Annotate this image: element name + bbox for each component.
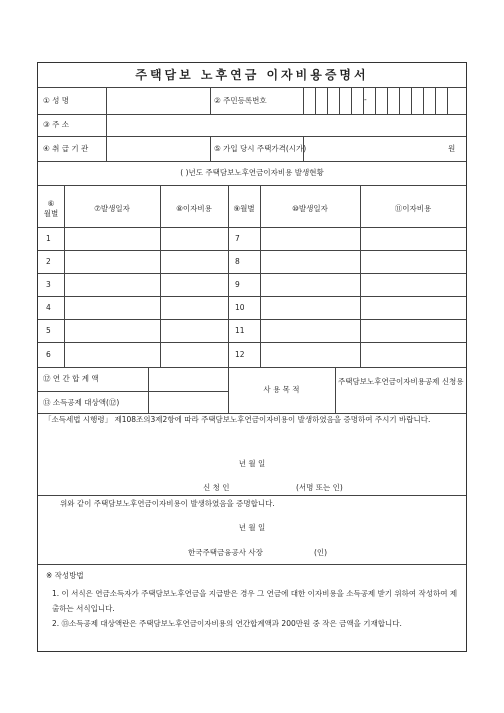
divider [435,87,436,114]
divider [38,391,228,392]
divider [38,227,466,228]
certification-text: 위와 같이 주택담보노후연금이자비용이 발생하였음을 증명합니다. [60,499,275,508]
divider [64,185,65,367]
month-7: 7 [235,234,240,243]
divider [423,87,424,114]
divider [360,185,361,367]
request-date: 년 월 일 [238,459,266,468]
divider [315,87,316,114]
issuer-seal: (인) [314,548,328,557]
date-left-header: ⑦발생일자 [94,204,130,213]
issuer: 한국주택금융공사 사장 [188,548,263,557]
divider [38,273,466,274]
month-right-header: ⑨월별 [233,204,255,213]
institution-field[interactable] [108,138,208,159]
divider [38,114,466,115]
month-9: 9 [235,280,240,289]
annual-total-field[interactable] [150,369,226,389]
note-item: 1. 이 서식은 연금소득자가 주택담보노후연금을 지급받은 경우 그 연금에 대한 이자비용을 소득공제 받기 위하여 작성하여 제출하는 서식입니다. [52,589,458,613]
month-6: 6 [46,350,51,359]
annual-total-label: ⑫ 연 간 합 계 액 [43,374,99,383]
divider [38,564,466,565]
house-price-unit: 원 [448,144,456,153]
divider [411,87,412,114]
note-item: 2. ⑬소득공제 대상액란은 주택담보노후연금이자비용의 연간합계액과 200만원 중 작은 금액을 기재합니다. [52,619,402,628]
notes-heading: ※ 작성방법 [46,571,84,580]
month-12: 12 [235,350,245,359]
divider [38,319,466,320]
applicant-label: 신 청 인 [203,483,230,492]
month-3: 3 [46,280,51,289]
divider [106,87,107,161]
name-label: ① 성 명 [43,96,69,105]
date-right-header: ⑩발생일자 [292,204,328,213]
house-price-label: ⑤ 가입 당시 주택가격(시가) [214,144,307,153]
interest-right-header: ⑪이자비용 [394,204,432,213]
address-field[interactable] [108,116,463,134]
deduction-target-field[interactable] [150,393,226,411]
divider [38,136,466,137]
interest-left-header: ⑧이자비용 [176,204,212,213]
month-1: 1 [46,234,51,243]
institution-label: ④ 취 급 기 관 [43,144,89,153]
deduction-target-label: ⑬ 소득공제 대상액(⑫) [43,398,120,407]
month-11: 11 [235,326,245,335]
divider [38,342,466,343]
divider [351,87,352,114]
divider [387,87,388,114]
divider [303,87,304,114]
divider [339,87,340,114]
divider [38,87,466,88]
address-label: ③ 주 소 [43,120,69,129]
month-10: 10 [235,303,245,312]
purpose-label: 사 용 목 적 [263,385,300,394]
month-4: 4 [46,303,51,312]
certification-date: 년 월 일 [238,523,266,532]
divider [38,185,466,186]
divider [327,87,328,114]
divider [160,185,161,367]
certificate-form [37,62,467,652]
divider [375,87,376,114]
applicant-signature-field[interactable] [248,481,288,493]
divider [38,495,466,496]
rrn-dash: - [364,95,367,104]
name-field[interactable] [108,89,208,112]
month-2: 2 [46,257,51,266]
divider [210,136,211,161]
month-8: 8 [235,257,240,266]
signature-note: (서명 또는 인) [296,483,343,492]
form-title: 주택담보 노후연금 이자비용증명서 [135,68,369,82]
divider [38,296,466,297]
month-5: 5 [46,326,51,335]
divider [148,367,149,413]
divider [447,87,448,114]
divider [210,87,211,114]
section-heading: ( )년도 주택담보노후연금이자비용 발생현황 [180,168,324,177]
divider [38,250,466,251]
divider [399,87,400,114]
rrn-label: ② 주민등록번호 [214,96,267,105]
divider [335,367,336,413]
divider [38,161,466,162]
request-text: 「소득세법 시행령」 제108조의3제2항에 따라 주택담보노후연금이자비용이 발생하였음을 증명하여 주시기 바랍니다. [44,415,431,424]
month-left-header: ⑥ 월별 [43,199,59,218]
divider [260,185,261,367]
divider [228,185,229,367]
purpose-value: 주택담보노후연금이자비용공제 신청용 [338,377,464,386]
